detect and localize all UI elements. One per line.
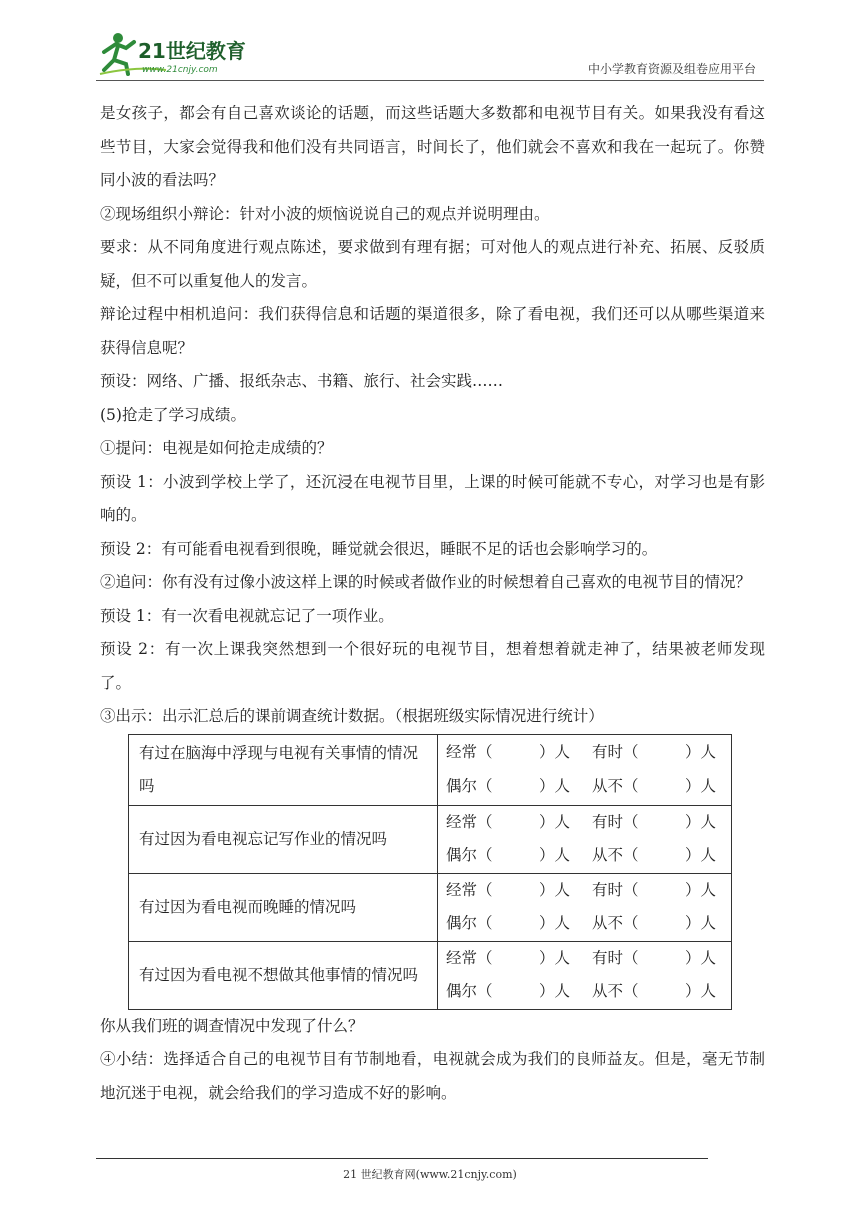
paragraph: (5)抢走了学习成绩。 <box>100 405 246 424</box>
paragraph: 预设 1：有一次看电视就忘记了一项作业。 <box>100 606 394 625</box>
survey-question: 有过因为看电视忘记写作业的情况吗 <box>129 805 438 873</box>
option-occasionally: 偶尔（ ）人 <box>446 982 571 1000</box>
footer-divider <box>96 1158 708 1159</box>
logo-icon <box>96 30 266 78</box>
table-row <box>129 941 732 1009</box>
paragraph: 预设：网络、广播、报纸杂志、书籍、旅行、社会实践…… <box>100 372 504 390</box>
option-never: 从不（ ）人 <box>592 914 717 932</box>
option-occasionally: 偶尔（ ）人 <box>446 776 571 795</box>
survey-question: 有过因为看电视而晚睡的情况吗 <box>129 873 438 941</box>
option-sometimes: 有时（ ）人 <box>592 880 717 899</box>
paragraph: 要求：从不同角度进行观点陈述，要求做到有理有据；可对他人的观点进行补充、拓展、反驳质疑，但不可以重复他人的发言。 <box>100 238 765 290</box>
option-sometimes: 有时（ ）人 <box>592 743 717 761</box>
option-occasionally: 偶尔（ ）人 <box>446 846 571 864</box>
option-often: 经常（ ）人 <box>446 743 571 761</box>
table-row <box>129 734 732 805</box>
option-often: 经常（ ）人 <box>446 948 571 967</box>
header-divider <box>96 80 764 81</box>
option-occasionally: 偶尔（ ）人 <box>446 914 571 932</box>
option-never: 从不（ ）人 <box>592 846 717 864</box>
header-platform-name: 中小学教育资源及组卷应用平台 <box>587 62 756 76</box>
survey-options <box>438 941 732 1009</box>
table-row <box>129 805 732 873</box>
paragraph: ③出示：出示汇总后的课前调查统计数据。（根据班级实际情况进行统计） <box>100 707 604 725</box>
paragraph: ④小结：选择适合自己的电视节目有节制地看，电视就会成为我们的良师益友。但是，毫无节制地沉迷于电视，就会给我们的学习造成不好的影响。 <box>100 1050 765 1102</box>
survey-table <box>128 734 732 1010</box>
survey-options <box>438 734 732 805</box>
paragraph: 你从我们班的调查情况中发现了什么？ <box>100 1016 364 1035</box>
paragraph: 预设 2：有可能看电视看到很晚，睡觉就会很迟，睡眠不足的话也会影响学习的。 <box>100 539 658 558</box>
paragraph: ②追问：你有没有过像小波这样上课的时候或者做作业的时候想着自己喜欢的电视节目的情况？ <box>100 573 752 591</box>
page-footer: 21 世纪教育网(www.21cnjy.com) <box>343 1168 517 1181</box>
option-never: 从不（ ）人 <box>592 776 717 795</box>
option-often: 经常（ ）人 <box>446 880 571 899</box>
page-header <box>96 30 764 82</box>
option-often: 经常（ ）人 <box>446 812 571 831</box>
survey-options <box>438 873 732 941</box>
logo-text: 21世纪教育 <box>138 39 246 63</box>
paragraph: 辩论过程中相机追问：我们获得信息和话题的渠道很多，除了看电视，我们还可以从哪些渠道来获得信息呢？ <box>100 305 765 357</box>
paragraph: ①提问：电视是如何抢走成绩的？ <box>100 439 333 457</box>
paragraph: 预设 1：小波到学校上学了，还沉浸在电视节目里，上课的时候可能就不专心，对学习也是有影响的。 <box>100 472 765 524</box>
paragraph: 预设 2：有一次上课我突然想到一个很好玩的电视节目，想着想着就走神了，结果被老师发现了。 <box>100 640 765 692</box>
paragraph: 是女孩子，都会有自己喜欢谈论的话题，而这些话题大多数都和电视节目有关。如果我没有看这些节目，大家会觉得我和他们没有共同语言，时间长了，他们就会不喜欢和我在一起玩了。你赞同小波的看法吗？ <box>100 104 765 189</box>
option-never: 从不（ ）人 <box>592 982 717 1000</box>
survey-question: 有过因为看电视不想做其他事情的情况吗 <box>129 941 438 1009</box>
survey-options <box>438 805 732 873</box>
paragraph: ②现场组织小辩论：针对小波的烦恼说说自己的观点并说明理由。 <box>100 204 550 223</box>
logo-url: www.21cnjy.com <box>142 65 218 75</box>
survey-question: 有过在脑海中浮现与电视有关事情的情况吗 <box>129 734 438 805</box>
option-sometimes: 有时（ ）人 <box>592 812 717 831</box>
option-sometimes: 有时（ ）人 <box>592 948 717 967</box>
document-body <box>100 97 765 1110</box>
table-row <box>129 873 732 941</box>
